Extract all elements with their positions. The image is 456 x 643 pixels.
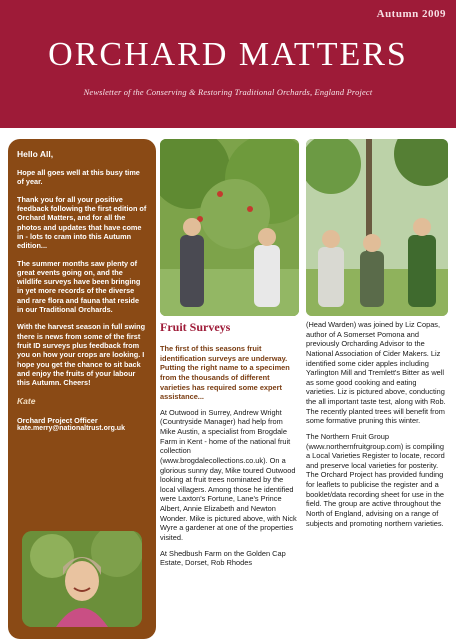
letter-greeting: Hello All, xyxy=(17,149,54,159)
letter-signature: Kate xyxy=(17,395,36,406)
article-paragraph: At Shedbush Farm on the Golden Cap Estate, Dorset, Rob Rhodes xyxy=(160,548,286,568)
letter-paragraph: With the harvest season in full swing there is news from some of the first fruit ID surveys plus feedback from you on how your crops are looking. I hope you get the chance to sit back and enjoy the fruits of your labour this Autumn. Cheers! xyxy=(17,322,146,388)
newsletter-subtitle: Newsletter of the Conserving & Restoring Traditional Orchards, England Project xyxy=(83,88,373,97)
article-paragraph: The Northern Fruit Group (www.northernfruitgroup.com) is compiling a Local Varieties Register to locate, record and preserve local varieties for posterity. The Orchard Project has provided funding for leaflets to publicise the register and a booklet/data recording sheet for use in the field. The group are active throughout the North of England, advising on a range of subjects and promoting northern varieties. xyxy=(306,431,445,528)
article-column-1 xyxy=(160,320,300,574)
letter-paragraph: Hope all goes well at this busy time of year. xyxy=(17,167,140,187)
issue-season: Autumn 2009 xyxy=(376,8,446,20)
article-title: Fruit Surveys xyxy=(160,320,231,334)
officer-title: Orchard Project Officer xyxy=(17,415,98,425)
officer-email: kate.merry@nationaltrust.org.uk xyxy=(17,424,125,432)
article-column-2 xyxy=(306,320,448,534)
orchard-photo-outwood xyxy=(160,139,299,316)
article-paragraph: (Head Warden) was joined by Liz Copas, author of A Somerset Pomona and previously Orcharding Advisor to the National Association of Cider Makers. Liz identified some cider apples including Yarlington Mill and Tremlett's Bitter as well as some good cooking and eating varieties. Liz is pictured above, conducting the all important taste test, along with Rob. The recently planted trees will benefit from some formative pruning this winter. xyxy=(306,320,446,426)
letter-paragraph: The summer months saw plenty of great events going on, and the wildlife surveys have been bringing in yet more records of the diverse and rare flora and fauna that reside in our Traditional Orchards. xyxy=(17,258,141,315)
newsletter-header xyxy=(0,0,456,128)
article-paragraph: At Outwood in Surrey, Andrew Wright (Countryside Manager) had help from Mike Austin, a specialist from Brogdale Farm in Kent - home of the national fruit collection (www.brogdalecollections.co.uk). On a glorious sunny day, Mike toured Outwood looking at fruit trees nominated by the local villagers. Among those he identified were Laxton's Fortune, Lane's Prince Albert, Annie Elizabeth and Newton Wonder. Mike is pictured above, with Nick Wyre a gardener at one of the properties visited. xyxy=(160,407,297,542)
newsletter-title: ORCHARD MATTERS xyxy=(48,36,408,73)
editor-letter-panel xyxy=(8,139,156,639)
orchard-photo-shedbush xyxy=(306,139,448,316)
officer-portrait xyxy=(22,531,142,627)
article-intro: The first of this seasons fruit identification surveys are underway. Putting the right name to a specimen from the thousands of different varieties has required some expert assistance... xyxy=(160,344,290,402)
letter-paragraph: Thank you for all your positive feedback following the first edition of Orchard Matters, and for all the photos and updates that have come in - lots to cram into this Autumn edition... xyxy=(17,194,147,251)
